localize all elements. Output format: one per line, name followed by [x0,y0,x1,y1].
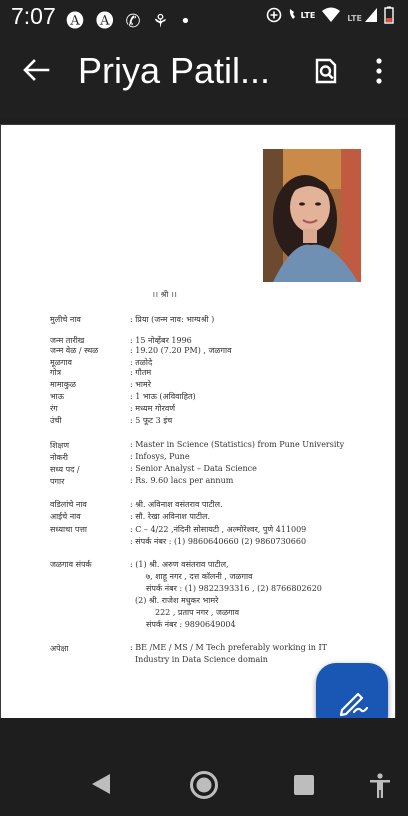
field-value: : 15 नोव्हेंबर 1996 [130,336,192,345]
field-value: : प्रिया (जन्म नाव: भाग्यश्री ) [130,315,215,324]
field-label: जन्म वेळ / स्थळ [50,346,99,355]
field-label: पगार [50,477,65,486]
field-label: मामाकुळ [50,380,76,389]
field-label: मुलीचे नाव [50,315,81,324]
field-value: : तळोदे [130,358,153,367]
field-label: सध्य पद / [50,465,80,474]
viewer-background [0,718,408,744]
field-value: संपर्क नंबर : 9890649004 [146,620,236,629]
field-value: (2) श्री. राजेश मधुकर भामरे [135,596,219,605]
field-value: : 1 भाऊ (अविवाहित) [130,392,196,401]
field-label: जळगाव संपर्क [50,560,92,569]
field-value: : 5 फूट 3 इंच [130,416,173,425]
field-value: : श्री. अविनाश वसंतराव पाटील. [130,500,223,509]
field-value: : C – 4/22 ,नंदिनी सोसायटी , अल्मोरेश्वर, पुणे 411009 [130,525,307,534]
field-value: : Master in Science (Statistics) from Pune University [130,440,345,449]
back-nav-icon[interactable] [90,772,112,796]
field-label: वडिलांचे नाव [50,500,87,509]
lte-signal-icon: LTE [347,7,378,23]
field-value: ७, शाहू नगर , दत्त कॉलनी , जळगाव [146,572,253,581]
field-label: आईचे नाव [50,512,81,521]
field-value: 222 , प्रताप नगर , जळगाव [155,608,240,617]
document-title: Priya Patil... [78,50,271,91]
field-value: : मध्यम गोरवर्ण [130,404,176,413]
field-label: भाऊ [50,392,64,401]
status-time: 7:07 [11,3,56,29]
field-value: : (1) श्री. अरुण वसंतराव पाटील, [130,560,229,569]
field-value: संपर्क नंबर : (1) 9822393316 , (2) 8766802620 [146,584,322,593]
field-label: मूळगाव [50,358,72,367]
field-value: : BE /ME / MS / M Tech preferably working in IT [130,643,327,652]
field-label: गोत्र [50,368,61,377]
biodata-header: ।। श्री ।। [152,290,177,299]
field-value: : 19.20 (7.20 PM) , जळगाव [130,346,232,355]
field-label: रंग [50,404,58,413]
field-value: : भामरे [130,380,151,389]
field-value: : Senior Analyst – Data Science [130,464,257,473]
field-label: सध्याचा पत्ता [50,525,87,534]
field-label: नोकरी [50,453,68,462]
field-value: : सौ. रेखा अविनाश पाटील. [130,512,211,521]
field-label: शिक्षण [50,441,70,450]
home-nav-icon[interactable] [189,770,219,800]
field-label: अपेक्षा [50,644,69,653]
field-value: : संपर्क नंबर : (1) 9860640660 (2) 9860730660 [130,537,307,546]
field-value: : Infosys, Pune [130,452,190,461]
system-nav-bar [0,744,408,816]
call-lte-icon: LTE [288,7,316,23]
field-label: जन्म तारीख [50,336,85,345]
field-label: उंची [50,416,62,425]
field-value: Industry in Data Science domain [135,655,268,664]
field-value: : Rs. 9.60 lacs per annum [130,476,234,485]
recents-nav-icon[interactable] [294,775,314,795]
field-value: : गौतम [130,368,152,377]
accessibility-icon[interactable] [369,773,391,799]
notification-icons: 🅐 🅐 ✆ ⚘ • [66,11,194,32]
